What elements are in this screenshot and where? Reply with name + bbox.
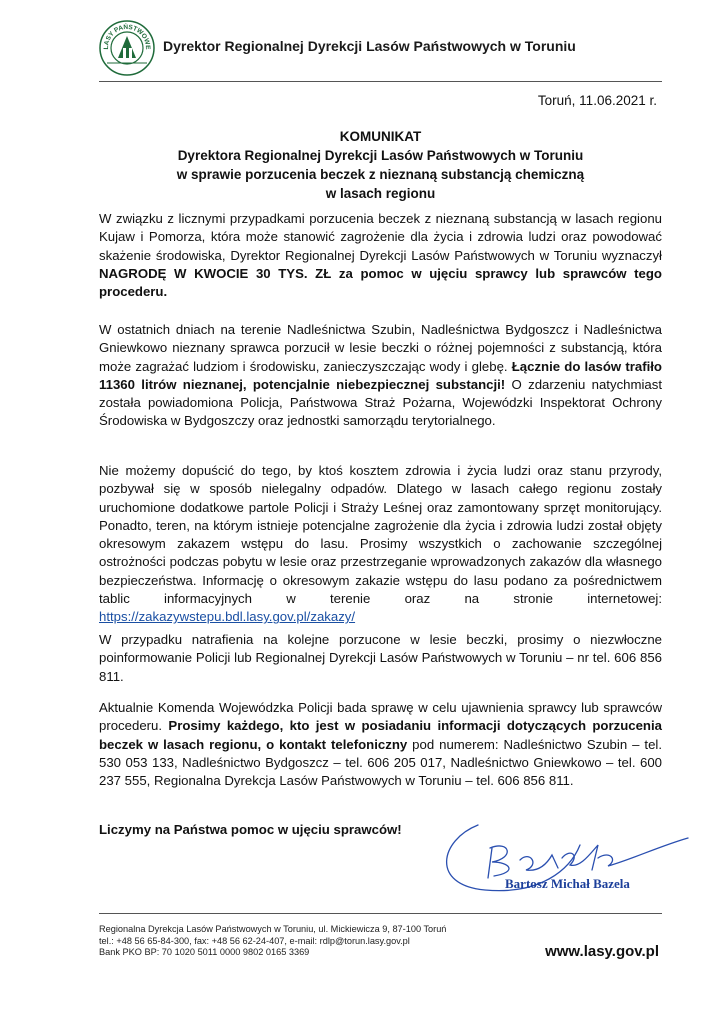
reward-announcement: NAGRODĘ W KWOCIE 30 TYS. ZŁ za pomoc w ujęciu sprawcy lub sprawców tego procederu. [99,265,662,300]
title-line-3: w sprawie porzucenia beczek z nieznaną substancją chemiczną [176,167,585,182]
footer-bank: Bank PKO BP: 70 1020 5011 0000 9802 0165 3369 [99,947,310,957]
footer-divider [99,913,662,914]
paragraph-2 [99,321,662,431]
paragraph-2-emphasis: Łącznie do lasów trafiło 11360 litrów nieznanej, potencjalnie niebezpiecznej substancji! [99,358,662,392]
header-divider [99,81,662,82]
paragraph-2-text: W ostatnich dniach na terenie Nadleśnictwa Szubin, Nadleśnictwa Bydgoszcz i Nadleśnictwa Gniewkowo nieznany sprawca porzucił w lesie beczki o różnej pojemności z substancją, która może zagrażać ludziom i środowisku, zanieczyszczając wody i glebę. [99,322,662,374]
closing-statement: Liczymy na Państwa pomoc w ujęciu sprawców! [99,822,402,837]
title-line-4: w lasach regionu [325,186,436,201]
title-line-1: KOMUNIKAT [339,129,422,144]
document-title [99,127,662,203]
footer-phone: tel.: +48 56 65-84-300, fax: +48 56 62-24-407, e-mail: rdlp@torun.lasy.gov.pl [99,935,410,946]
header-title: Dyrektor Regionalnej Dyrekcji Lasów Państwowych w Toruniu [163,38,576,54]
paragraph-5-text-end: pod numerem: Nadleśnictwo Szubin – tel. 530 053 133, Nadleśnictwo Bydgoszcz – tel. 606 205 017, Nadleśnictwo Gniewkowo – tel. 600 237 555, Regionalna Dyrekcja Lasów Państwowych w Toruniu – tel. 606 856 811. [99,736,662,789]
paragraph-2-text-end: O zdarzeniu natychmiast została powiadomiona Policja, Państwowa Straż Pożarna, Wojewódzki Inspektorat Ochrony Środowiska w Bydgoszczy oraz jednostki samorządu terytorialnego. [99,376,662,429]
signature-name: Bartosz Michał Bazela [505,876,630,891]
document-date: Toruń, 11.06.2021 r. [537,93,657,108]
paragraph-5-text: Aktualnie Komenda Wojewódzka Policji bada sprawę w celu ujawnienia sprawcy lub sprawców procederu. [99,700,662,734]
paragraph-3-text: Nie możemy dopuścić do tego, by ktoś kosztem zdrowia i życia ludzi oraz stanu przyrody, pozbywał się w sposób nielegalny odpadów. Dlatego w lasach całego regionu zostały uruchomione dodatkowe partole Policji i Straży Leśnej oraz zamontowany sprzęt monitorujący. Ponadto, teren, na którym istnieje potencjalne zagrożenie dla życia i zdrowia ludzi został objęty okresowym zakazem wstępu do lasu. Prosimy wszystkich o zachowanie szczególnej ostrożności podczas pobytu w lesie oraz przestrzeganie wprowadzonych zakazów dla własnego bezpieczeństwa. Informację o okresowym zakazie wstępu do lasu podano za pośrednictwem tablic informacyjnych w terenie oraz na stronie internetowej: [99,463,662,607]
paragraph-3 [99,462,662,627]
website-link[interactable]: www.lasy.gov.pl [545,943,659,960]
footer-address: Regionalna Dyrekcja Lasów Państwowych w Toruniu, ul. Mickiewicza 9, 87-100 Toruń [99,924,447,934]
paragraph-1-text: W związku z licznymi przypadkami porzucenia beczek z nieznaną substancją w lasach regionu Kujaw i Pomorza, która może stanowić zagrożenie dla życia i zdrowia ludzi oraz powodować skażenie środowiska, Dyrektor Regionalnej Dyrekcji Lasów Państwowych w Toruniu wyznaczył [99,211,662,263]
forest-ban-link[interactable]: https://zakazywstepu.bdl.lasy.gov.pl/zakazy/ [99,609,356,625]
paragraph-4-text: W przypadku natrafienia na kolejne porzucone w lesie beczki, prosimy o niezwłoczne poinformowanie Policji lub Regionalnej Dyrekcji Lasów Państwowych w Toruniu – nr tel. 606 856 811. [99,632,662,684]
lasy-panstwowe-logo [99,20,155,76]
title-line-2: Dyrektora Regionalnej Dyrekcji Lasów Państwowych w Toruniu [177,148,584,163]
paragraph-1 [99,210,662,301]
footer-contact [99,924,446,959]
svg-text:LASY PAŃSTWOWE: LASY PAŃSTWOWE [102,23,152,50]
paragraph-5-emphasis: Prosimy każdego, kto jest w posiadaniu informacji dotyczących porzucenia beczek w lasach regionu, o kontakt telefoniczny [99,718,662,752]
paragraph-4 [99,631,662,686]
paragraph-5 [99,699,662,790]
